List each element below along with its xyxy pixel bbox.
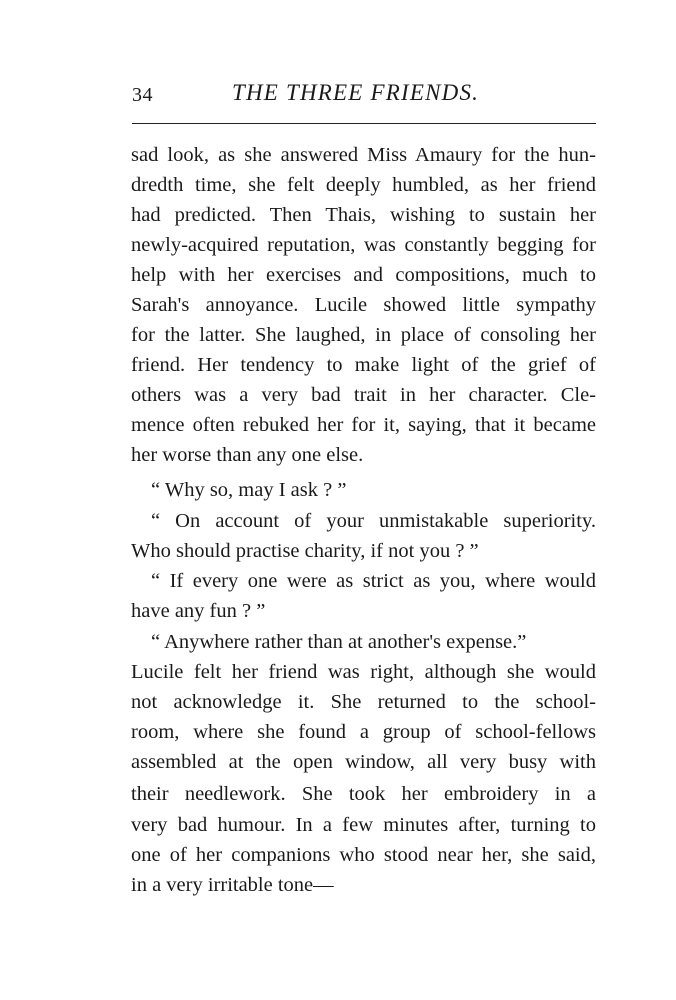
text-line: assembled at the open window, all very busy with <box>131 751 596 773</box>
text-line: sad look, as she answered Miss Amaury for the hun- <box>131 144 596 166</box>
text-line: dredth time, she felt deeply humbled, as her friend <box>131 174 596 196</box>
text-line: mence often rebuked her for it, saying, that it became <box>131 414 596 436</box>
text-line: friend. Her tendency to make light of the grief of <box>131 354 596 376</box>
text-line: in a very irritable tone— <box>131 874 334 896</box>
text-line: her worse than any one else. <box>131 444 364 466</box>
running-title: THE THREE FRIENDS. <box>232 80 480 105</box>
text-line: newly-acquired reputation, was constantly begging for <box>131 234 596 256</box>
text-line: had predicted. Then Thais, wishing to sustain her <box>131 204 596 226</box>
text-line: not acknowledge it. She returned to the school- <box>131 691 596 713</box>
text-line: Lucile felt her friend was right, although she would <box>131 661 596 683</box>
text-line: room, where she found a group of school-fellows <box>131 721 596 743</box>
text-line: one of her companions who stood near her, she said, <box>131 844 596 866</box>
text-line: their needlework. She took her embroidery in a <box>131 783 596 805</box>
text-line: have any fun ? ” <box>131 600 266 622</box>
text-line: Sarah's annoyance. Lucile showed little sympathy <box>131 294 596 316</box>
dialogue-line: “ Anywhere rather than at another's expense.” <box>151 631 527 653</box>
page-number: 34 <box>132 84 153 106</box>
text-line: Who should practise charity, if not you ? ” <box>131 540 479 562</box>
dialogue-line: “ On account of your unmistakable superiority. <box>151 510 596 532</box>
text-line: others was a very bad trait in her character. Cle- <box>131 384 596 406</box>
dialogue-line: “ Why so, may I ask ? ” <box>151 479 347 501</box>
dialogue-line: “ If every one were as strict as you, where would <box>151 570 596 592</box>
text-line: help with her exercises and compositions, much to <box>131 264 596 286</box>
text-line: for the latter. She laughed, in place of consoling her <box>131 324 596 346</box>
text-line: very bad humour. In a few minutes after, turning to <box>131 814 596 836</box>
